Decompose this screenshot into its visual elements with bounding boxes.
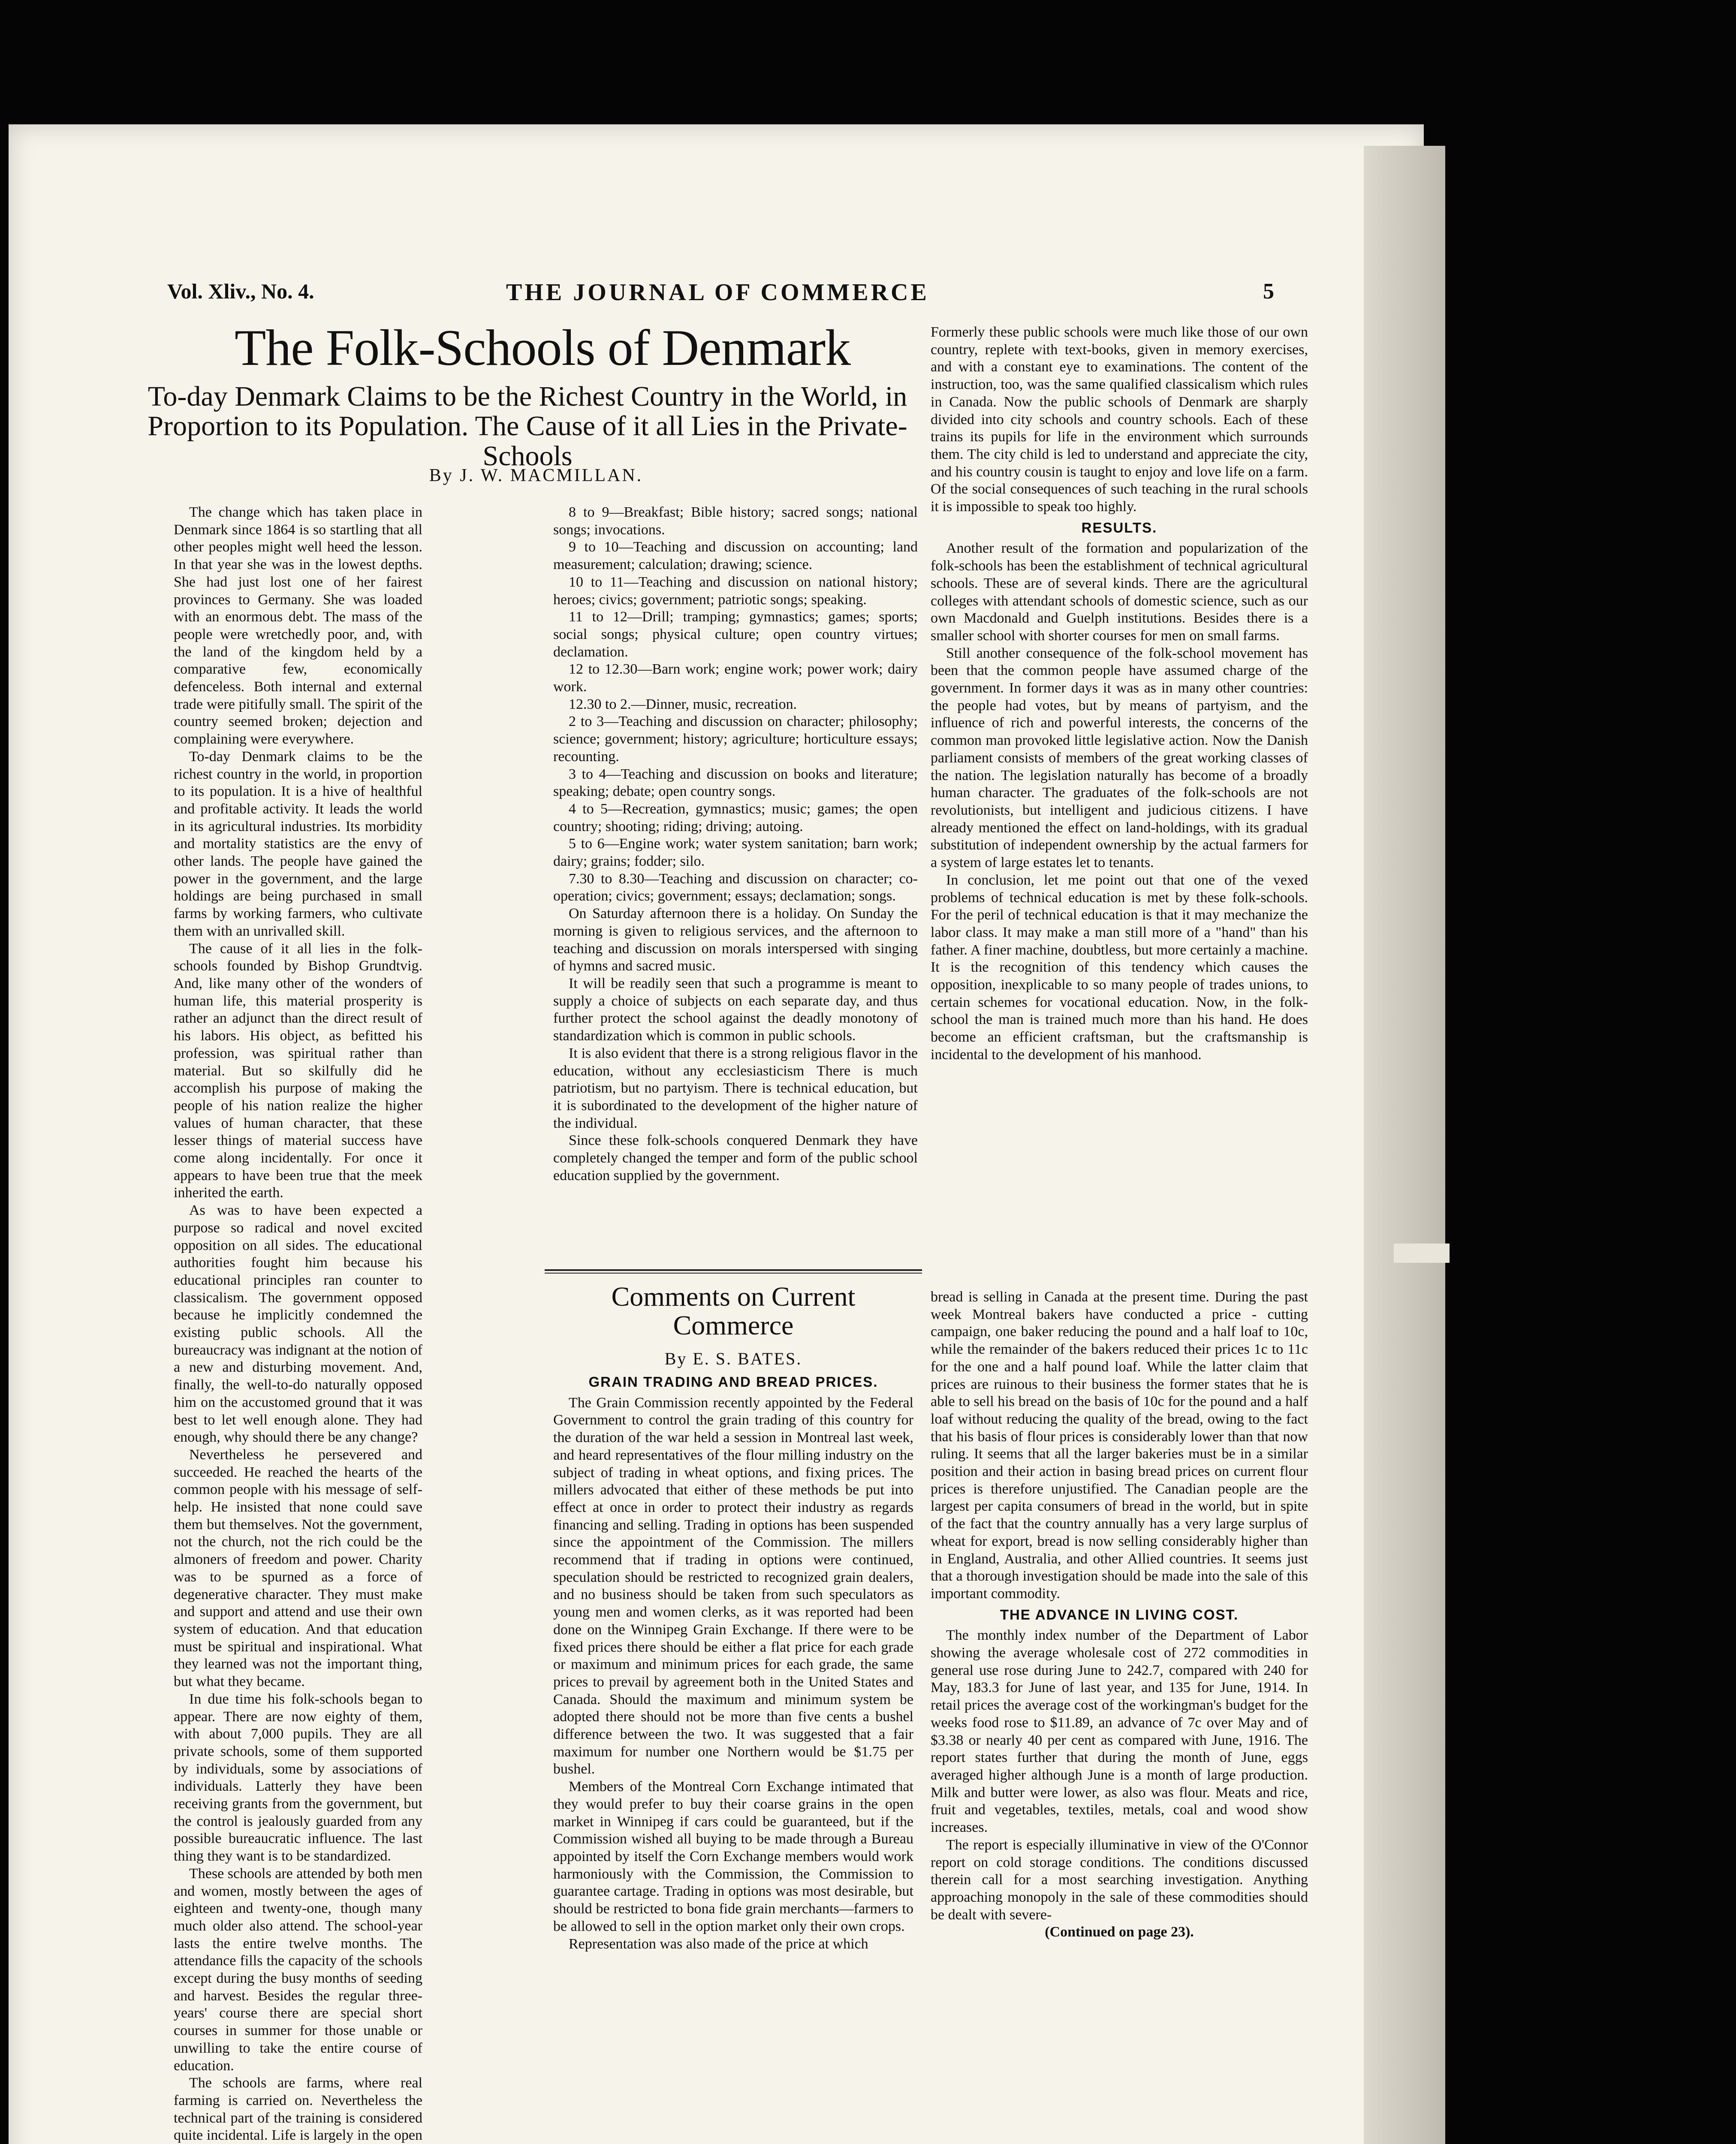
paragraph: The cause of it all lies in the folk-schools founded by Bishop Grundtvig. And, like many other of the wonders of human life, this material prosperity is rather an adjunct than the direct result of his labors. His object, as befitted his profession, was spiritual rather than material. But so skilfully did he accomplish his purpose of making the people of his nation realize the higher values of human character, that these lesser things of material success have come along incidentally. For once it appears to have been true that the meek inherited the earth.: [174, 940, 422, 1201]
paragraph: It will be readily seen that such a programme is meant to supply a choice of subjects on each separate day, and thus further protect the school against the deadly monotony of standardization which is common in public schools.: [553, 975, 918, 1044]
page-edge: [1364, 146, 1445, 2144]
paragraph: Another result of the formation and popularization of the folk-schools has been the establishment of technical agricultural schools. These are of several kinds. There are the agricultural colleges with attendant schools of domestic science, such as our own Macdonald and Guelph institutions. Besides there is a smaller school with shorter courses for men on small farms.: [931, 540, 1308, 644]
schedule-item: 7.30 to 8.30—Teaching and discussion on character; co-operation; civics; government; essays; declamation; songs.: [553, 870, 918, 904]
paragraph: It is also evident that there is a strong religious flavor in the education, without any ecclesiasticism There is much patriotism, but no partyism. There is technical education, but it is subordinated to the development of the higher nature of the individual.: [553, 1045, 918, 1131]
continued-note: (Continued on page 23).: [1045, 1924, 1194, 1940]
paragraph: The Grain Commission recently appointed by the Federal Government to control the grain trading of this country for the duration of the war held a session in Montreal last week, and heard representatives of the flour milling industry on the subject of trading in wheat options, and fixing prices. The millers advocated that either of these methods be put into effect at once in order to protect their industry as regards financing and selling. Trading in options has been suspended since the appointment of the Commission. The millers recommend that if trading in options were continued, speculation should be restricted to recognized grain dealers, and no business should be taken from such speculators as young men and women clerks, as it was reported had been done on the Winnipeg Grain Exchange. If there were to be fixed prices there should be either a flat price for each grade or maximum and minimum prices for each grade, the same prices to prevail by agreement both in the United States and Canada. Should the maximum and minimum system be adopted there should not be more than five cents a bushel difference between the two. It was suggested that a fair maximum for number one Northern would be $1.75 per bushel.: [553, 1394, 913, 1777]
article-title: The Folk-Schools of Denmark: [234, 319, 851, 376]
page-tear: [1394, 1244, 1450, 1263]
volume-number: Vol. Xliv., No. 4.: [167, 279, 314, 303]
section-heading-results: RESULTS.: [1081, 519, 1157, 536]
paragraph: The monthly index number of the Department of Labor showing the average wholesale cost of 272 commodities in general use rose during June to 242.7, compared with 240 for May, 183.3 for June of last year, and 135 for June, 1914. In retail prices the average cost of the workingman's budget for the weeks food rose to $11.89, an advance of 7c over May and of $3.38 or nearly 40 per cent as compared with June, 1916. The report states further that during the month of June, eggs averaged higher although June is a month of large production. Milk and butter were lower, as also was flour. Meats and rice, fruit and vegetables, textiles, metals, coal and wood show increases.: [931, 1627, 1308, 1836]
paragraph: Formerly these public schools were much like those of our own country, replete with text-books, given in memory exercises, and with a constant eye to examinations. The content of the instruction, too, was the same qualified classicalism which rules in Canada. Now the public schools of Denmark are sharply divided into city schools and country schools. Each of these trains its pupils for life in the environment which surrounds them. The city child is led to understand and appreciate the city, and his country cousin is taught to enjoy and love life on a farm. Of the social consequences of such teaching in the rural schools it is impossible to speak too highly.: [931, 324, 1308, 515]
paragraph: Members of the Montreal Corn Exchange intimated that they would prefer to buy their coarse grains in the open market in Winnipeg if cars could be guaranteed, but if the Commission wished all buying to be made through a Bureau appointed by itself the Corn Exchange members would work harmoniously with the Commission, the Commission to guarantee cartage. Trading in options was most desirable, but should be restricted to bona fide grain merchants—farmers to be allowed to sell in the option market only their own crops.: [553, 1779, 913, 1934]
article-column-1: [174, 504, 422, 2144]
schedule-item: 5 to 6—Engine work; water system sanitation; barn work; dairy; grains; fodder; silo.: [553, 836, 918, 870]
paragraph: Representation was also made of the price at which: [569, 1936, 868, 1952]
paragraph: These schools are attended by both men and women, mostly between the ages of eighteen and twenty-one, though many much older also attend. The school-year lasts the entire twelve months. The attendance fills the capacity of the schools except during the busy months of seeding and harvest. Besides the regular three-years' course there are special short courses in summer for those unable or unwilling to take the entire course of education.: [174, 1865, 422, 2074]
comments-byline: By E. S. BATES.: [664, 1349, 802, 1368]
section-divider: [545, 1273, 922, 1274]
schedule-item: 9 to 10—Teaching and discussion on accounting; land measurement; calculation; drawing; science.: [553, 539, 918, 573]
comments-column-2: [931, 1289, 1308, 1941]
schedule-item: 2 to 3—Teaching and discussion on character; philosophy; science; government; history; agriculture; horticulture essays; recounting.: [553, 714, 918, 765]
schedule-item: 4 to 5—Recreation, gymnastics; music; games; the open country; shooting; riding; driving; autoing.: [553, 801, 918, 834]
paragraph: The report is especially illuminative in view of the O'Connor report on cold storage conditions. The conditions discussed therein call for a most searching investigation. Anything approaching monopoly in the sale of these commodities should be dealt with severe-: [931, 1837, 1308, 1923]
paragraph: To-day Denmark claims to be the richest country in the world, in proportion to its population. It is a hive of healthful and profitable activity. It leads the world in its agricultural industries. Its morbidity and mortality statistics are the envy of other lands. The people have gained the power in the government, and the large holdings are being purchased in small farms by working farmers, who cultivate them with an unrivalled skill.: [174, 748, 422, 939]
section-heading-living-cost: THE ADVANCE IN LIVING COST.: [1000, 1606, 1239, 1623]
article-byline: By J. W. MACMILLAN.: [429, 466, 643, 485]
comments-column-1: [553, 1370, 913, 1953]
paragraph: The change which has taken place in Denmark since 1864 is so startling that all other peoples might well heed the lesson. In that year she was in the lowest depths. She had just lost one of her fairest provinces to Germany. She was loaded with an enormous debt. The mass of the people were wretchedly poor, and, with the land of the kingdom held by a comparative few, economically defenceless. Both internal and external trade were pitifully small. The spirit of the country seemed broken; dejection and complaining were everywhere.: [174, 504, 422, 747]
article-column-2: [553, 504, 918, 1184]
page-number: 5: [1263, 279, 1274, 304]
paragraph: bread is selling in Canada at the present time. During the past week Montreal bakers have conducted a price - cutting campaign, one baker reducing the pound and a half loaf to 10c, while the remainder of the bakers reduced their prices 1c to 11c for the one and a half pound loaf. While the latter claim that prices are ruinous to their business the former states that he is able to sell his bread on the basis of 10c for the pound and a half loaf without reducing the quality of the bread, owing to the fact that his basis of flour prices is considerably lower than that now ruling. It seems that all the larger bakeries must be in a similar position and their action in basing bread prices on current flour prices is therefore unjustified. The Canadian people are the largest per capita consumers of bread in the world, but in spite of the fact that the country annually has a very large surplus of wheat for export, bread is now selling considerably higher than in England, Australia, and other Allied countries. It seems just that a thorough investigation should be made into the sale of this important commodity.: [931, 1289, 1308, 1602]
paragraph: Still another consequence of the folk-school movement has been that the common people have assumed charge of the government. In former days it was as in many other countries: the people had votes, but by means of partyism, and the influence of rich and powerful interests, the concerns of the common man provoked little legislative action. Now the Danish parliament consists of members of the great working classes of the nation. The legislation naturally has become of a broadly human character. The graduates of the folk-schools are not revolutionists, but intelligent and judicious citizens. I have already mentioned the effect on land-holdings, with its gradual substitution of independent ownership by the actual farmers for a system of large estates let to tenants.: [931, 645, 1308, 871]
schedule-item: 12.30 to 2.—Dinner, music, recreation.: [569, 696, 797, 712]
paragraph: The schools are farms, where real farming is carried on. Nevertheless the technical part of the training is considered quite incidental. Life is largely in the open: [174, 2075, 422, 2144]
section-heading-grain: GRAIN TRADING AND BREAD PRICES.: [588, 1374, 878, 1390]
section-divider: [545, 1269, 922, 1271]
article-column-3: [931, 324, 1308, 1064]
schedule-item: 8 to 9—Breakfast; Bible history; sacred songs; national songs; invocations.: [553, 504, 918, 538]
comments-title: Comments on Current Commerce: [611, 1281, 856, 1341]
paragraph: Since these folk-schools conquered Denmark they have completely changed the temper and form of the public school education supplied by the government.: [553, 1132, 918, 1183]
schedule-item: 3 to 4—Teaching and discussion on books and literature; speaking; debate; open country songs.: [553, 766, 918, 800]
journal-name: THE JOURNAL OF COMMERCE: [506, 279, 929, 306]
paragraph: On Saturday afternoon there is a holiday. On Sunday the morning is given to religious services, and the afternoon to teaching and discussion on morals interspersed with singing of hymns and sacred music.: [553, 906, 918, 974]
schedule-item: 11 to 12—Drill; tramping; gymnastics; games; sports; social songs; physical culture; open country virtues; declamation.: [553, 609, 918, 660]
paragraph: In due time his folk-schools began to appear. There are now eighty of them, with about 7,000 pupils. They are all private schools, some of them supported by individuals, some by associations of individuals. Latterly they have been receiving grants from the government, but the control is jealously guarded from any possible bureaucratic influence. The last thing they want is to be standardized.: [174, 1691, 422, 1864]
schedule-item: 10 to 11—Teaching and discussion on national history; heroes; civics; government; patriotic songs; speaking.: [553, 574, 918, 608]
schedule-item: 12 to 12.30—Barn work; engine work; power work; dairy work.: [553, 661, 918, 695]
paragraph: Nevertheless he persevered and succeeded. He reached the hearts of the common people with his message of self-help. He insisted that none could save them but themselves. Not the government, not the church, not the rich could be the almoners of freedom and power. Charity was to be spurned as a force of degenerative character. They must make and support and attend and use their own system of education. And that education must be spiritual and inspirational. What they learned was not the important thing, but what they became.: [174, 1446, 422, 1690]
article-subtitle: To-day Denmark Claims to be the Richest Country in the World, in Proportion to its Population. The Cause of it all Lies in the Private-Schools: [148, 381, 907, 472]
paragraph: In conclusion, let me point out that one of the vexed problems of technical education is met by these folk-schools. For the peril of technical education is that it may mechanize the labor class. It may make a man still more of a "hand" than his father. A finer machine, doubtless, but more certainly a machine. It is the recognition of this tendency which causes the opposition, inexplicable to so many people of trades unions, to certain schemes for vocational education. Now, in the folk-school the man is trained much more than his hand. He does become an efficient craftsman, but the craftsmanship is incidental to the development of his manhood.: [931, 872, 1308, 1063]
paragraph: As was to have been expected a purpose so radical and novel excited opposition on all sides. The educational authorities fought him because his educational principles ran counter to classicalism. The government opposed because he implicitly condemned the existing public schools. All the bureaucracy was indignant at the notion of a new and disturbing movement. And, finally, the well-to-do naturally opposed him on the accustomed ground that it was best to let well enough alone. They had enough, why should there be any change?: [174, 1202, 422, 1445]
